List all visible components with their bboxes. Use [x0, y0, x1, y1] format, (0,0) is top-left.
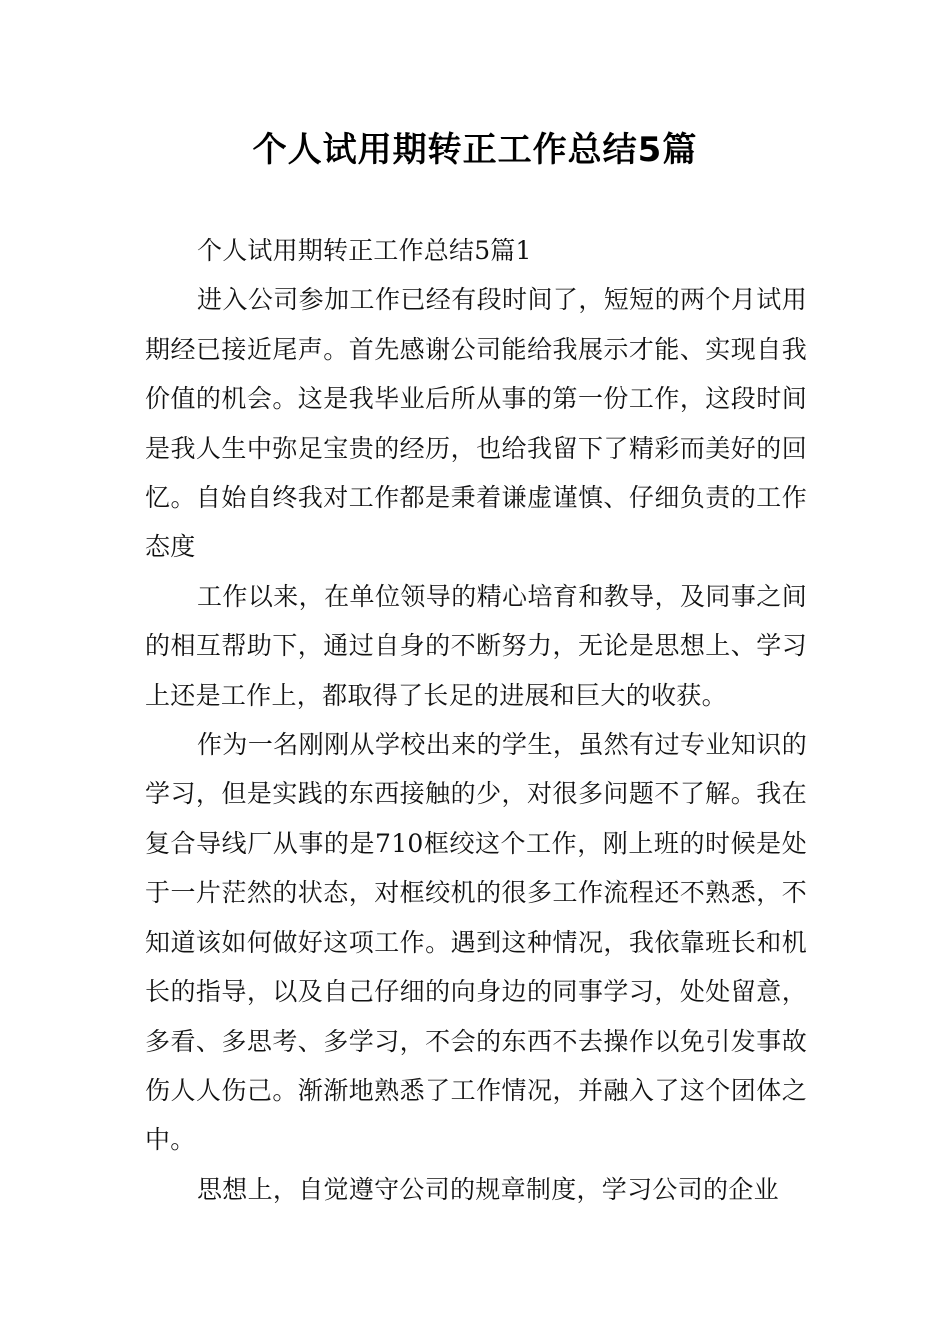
- paragraph: 思想上，自觉遵守公司的规章制度，学习公司的企业: [197, 1174, 779, 1204]
- document-title: 个人试用期转正工作总结5篇: [252, 130, 698, 170]
- section-heading: 个人试用期转正工作总结5篇1: [197, 236, 532, 265]
- document-body: [145, 226, 807, 1214]
- paragraph: 工作以来，在单位领导的精心培育和教导，及同事之间的相互帮助下，通过自身的不断努力，无论是思想上、学习上还是工作上，都取得了长足的进展和巨大的收获。: [145, 581, 807, 710]
- paragraph: 进入公司参加工作已经有段时间了，短短的两个月试用期经已接近尾声。首先感谢公司能给我展示才能、实现自我价值的机会。这是我毕业后所从事的第一份工作，这段时间是我人生中弥足宝贵的经历，也给我留下了精彩而美好的回忆。自始自终我对工作都是秉着谦虚谨慎、仔细负责的工作态度: [145, 285, 807, 562]
- paragraph: 作为一名刚刚从学校出来的学生，虽然有过专业知识的学习，但是实践的东西接触的少，对很多问题不了解。我在复合导线厂从事的是710框绞这个工作，刚上班的时候是处于一片茫然的状态，对框绞机的很多工作流程还不熟悉，不知道该如何做好这项工作。遇到这种情况，我依靠班长和机长的指导，以及自己仔细的向身边的同事学习，处处留意，多看、多思考、多学习，不会的东西不去操作以免引发事故伤人人伤己。渐渐地熟悉了工作情况，并融入了这个团体之中。: [145, 730, 807, 1155]
